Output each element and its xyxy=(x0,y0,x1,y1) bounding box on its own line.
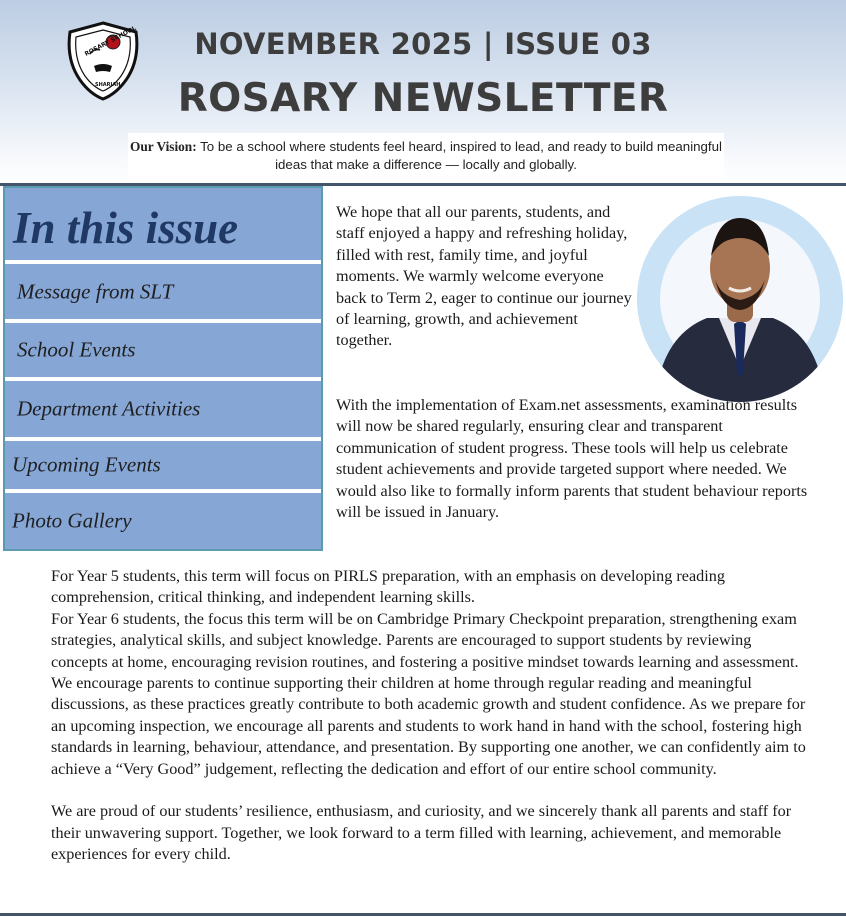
toc-item-message-from-slt[interactable] xyxy=(5,264,321,319)
toc-item-label: School Events xyxy=(17,337,136,362)
issue-line: NOVEMBER 2025 | ISSUE 03 xyxy=(194,27,652,61)
table-of-contents xyxy=(3,186,323,551)
toc-item-photo-gallery[interactable] xyxy=(5,493,321,549)
toc-item-upcoming-events[interactable] xyxy=(5,441,321,489)
school-crest-logo xyxy=(64,20,142,102)
intro-paragraph-2 xyxy=(336,395,816,523)
slt-member-photo xyxy=(637,196,843,402)
toc-item-label: Department Activities xyxy=(17,396,201,421)
main-article-body xyxy=(51,566,811,866)
intro-paragraph-2-text: With the implementation of Exam.net assessments, examination results will now be shared regularly, ensuring clear and transparent communication of student progress. These tools will help us celebrate student achievements and provide targeted support where needed. We would also like to formally inform parents that student behaviour reports will be issued in January. xyxy=(336,396,808,522)
body-paragraph-closing: We are proud of our students’ resilience, enthusiasm, and curiosity, and we sincerely thank all parents and staff for their unwavering support. Together, we look forward to a term filled with learning, achievement, and memorable experiences for every child. xyxy=(51,802,792,864)
body-paragraph-year5: For Year 5 students, this term will focus on PIRLS preparation, with an emphasis on developing reading comprehension, critical thinking, and independent learning skills. xyxy=(51,567,725,607)
vision-statement xyxy=(128,133,724,179)
toc-item-label: Photo Gallery xyxy=(12,508,132,533)
toc-item-school-events[interactable] xyxy=(5,323,321,377)
body-paragraph-year6: For Year 6 students, the focus this term will be on Cambridge Primary Checkpoint preparation, strengthening exam strategies, analytical skills, and subject knowledge. Parents are encouraged to support students by reviewing concepts at home, encouraging revision routines, and fostering a positive mindset towards learning and assessment. xyxy=(51,609,799,671)
vision-label: Our Vision: xyxy=(130,139,197,154)
portrait-illustration xyxy=(637,196,843,402)
toc-item-label: Message from SLT xyxy=(17,279,174,303)
logo-subtext: SHARJAH xyxy=(95,82,121,88)
logo-text: ROSARY SCHOOL xyxy=(83,24,138,58)
footer-divider xyxy=(0,913,846,916)
newsletter-title: ROSARY NEWSLETTER xyxy=(177,76,669,121)
toc-heading: In this issue xyxy=(5,188,321,260)
vision-text: To be a school where students feel heard, inspired to lead, and ready to build meaningful ideas that make a difference — locally and globally. xyxy=(200,139,722,172)
toc-item-label: Upcoming Events xyxy=(12,452,161,477)
body-paragraph-parents: We encourage parents to continue supporting their children at home through regular reading and meaningful discussions, as these practices greatly contribute to both academic growth and student confidence. As we prepare for an upcoming inspection, we encourage all parents and students to work hand in hand with the school, fostering high standards in learning, behaviour, attendance, and presentation. By supporting one another, we can confidently aim to achieve a “Very Good” judgement, reflecting the dedication and effort of our entire school community. xyxy=(51,674,806,778)
toc-item-department-activities[interactable] xyxy=(5,381,321,437)
newsletter-header xyxy=(0,0,846,186)
intro-paragraph-1: We hope that all our parents, students, and staff enjoyed a happy and refreshing holiday, filled with rest, family time, and joyful moments. We warmly welcome everyone back to Term 2, eager to continue our journey of learning, growth, and achievement together. xyxy=(336,203,632,350)
